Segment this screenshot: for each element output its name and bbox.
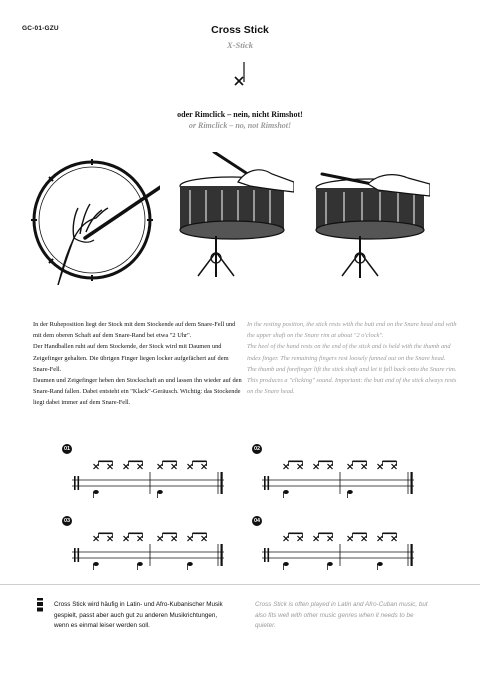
bass-note: [93, 490, 99, 494]
clef-bar: [78, 476, 80, 490]
clef-bar: [74, 476, 76, 490]
beam: [319, 461, 333, 463]
bass-note: [283, 562, 289, 566]
beam: [383, 533, 397, 535]
cross-stick-symbol-icon: [229, 60, 251, 90]
page-subtitle: X-Stick: [227, 40, 253, 50]
page-title: Cross Stick: [211, 24, 269, 36]
footer-note-english: Cross Stick is often played in Latin and Afro-Cuban music, but also fits well with other music genres when it needs to be quieter.: [255, 601, 428, 629]
section-heading-en: or Rimclick – no, not Rimshot!: [188, 121, 292, 130]
beam: [163, 533, 177, 535]
exercise-staff-01: [68, 458, 228, 498]
exercise-number: 03: [63, 518, 71, 524]
exercise-number: 02: [253, 446, 261, 452]
end-barline: [221, 472, 223, 494]
bass-note: [377, 562, 383, 566]
description-paragraph: The heel of the hand rests on the end of the stick and is held with the thumb and index finger. The remaining fingers rest loosely fanned out on the Snare head.: [247, 343, 451, 362]
description-paragraph: Der Handballen ruht auf dem Stockende, der Stock wird mit Daumen und Zeigefinger gehalten. Die übrigen Finger liegen locker aufgefächert auf dem Snare-Fell.: [33, 343, 229, 373]
bass-note: [187, 562, 193, 566]
end-barline: [411, 544, 413, 566]
bass-note: [347, 490, 353, 494]
section-heading: oder Rimclick – nein, nicht Rimshot!: [177, 110, 303, 119]
bass-note: [327, 562, 333, 566]
snare-top-view-illustration: [30, 150, 160, 285]
clef-bar: [264, 548, 266, 562]
beam: [99, 533, 113, 535]
end-barline: [221, 544, 223, 566]
beam: [99, 461, 113, 463]
bass-note: [283, 490, 289, 494]
clef-bar: [264, 476, 266, 490]
exercise-number: 04: [253, 518, 261, 524]
beam: [383, 461, 397, 463]
exercise-staff-03: [68, 530, 228, 570]
description-german: [33, 319, 245, 409]
description-paragraph: The thumb and forefinger lift the stick shaft and let it fall back onto the Snare rim. This produces a "clicking" sound. Important: the butt end of the stick always rests on the Snare head.: [247, 365, 457, 396]
bass-note: [157, 490, 163, 494]
description-paragraph: Daumen und Zeigefinger heben den Stockschaft an und lassen ihn wieder auf den Snare-Rand fallen. Dabei entsteht ein "Klack"-Geräusch. Wichtig: das Stockende liegt dabei immer auf dem Snare-Fell.: [33, 377, 242, 407]
beam: [193, 533, 207, 535]
beam: [289, 533, 303, 535]
beam: [163, 461, 177, 463]
exercise-staff-02: [258, 458, 418, 498]
beam: [289, 461, 303, 463]
cross-stick-front-view-illustration: [312, 168, 430, 278]
description-paragraph: In der Ruheposition liegt der Stock mit dem Stockende auf dem Snare-Fell und mit dem oberen Schaft auf dem Snare-Rand bei etwa "2 Uhr".: [33, 321, 236, 340]
cross-stick-side-view-illustration: [176, 152, 294, 277]
description-english: [247, 319, 459, 397]
beam: [193, 461, 207, 463]
bass-note: [93, 562, 99, 566]
clef-bar: [74, 548, 76, 562]
beam: [353, 461, 367, 463]
footer-note-german: Cross Stick wird häufig in Latin- und Afro-Kubanischer Musik gespielt, passt aber auch gut zu anderen Musikrichtungen, wenn es einmal leiser werden soll.: [54, 601, 223, 629]
clef-bar: [78, 548, 80, 562]
footer-divider: [0, 584, 480, 585]
end-barline: [411, 472, 413, 494]
clef-bar: [268, 548, 270, 562]
exercise-number: 01: [63, 446, 71, 452]
beam: [129, 533, 143, 535]
description-paragraph: In the resting position, the stick rests with the butt end on the Snare head and with the upper shaft on the Snare rim at about "2 o'clock".: [247, 321, 457, 340]
beam: [129, 461, 143, 463]
page-code: GC-01-GZU: [22, 25, 59, 32]
clef-bar: [268, 476, 270, 490]
beam: [353, 533, 367, 535]
beam: [319, 533, 333, 535]
bass-note: [137, 562, 143, 566]
exercise-staff-04: [258, 530, 418, 570]
info-icon: [36, 598, 44, 612]
